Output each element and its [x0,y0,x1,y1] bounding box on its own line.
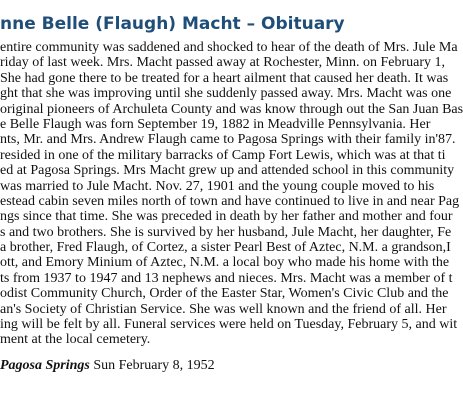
body-line: nts, Mr. and Mrs. Andrew Flaugh came to Pagosa Springs with their family in'87. [0,132,456,148]
body-line: ed at Pagosa Springs. Mrs Macht grew up and attended school in this community [0,163,455,179]
obituary-body [0,40,463,348]
body-line: original pioneers of Archuleta County and was know through out the San Juan Bas [0,101,463,117]
body-line: ts from 1937 to 1947 and 13 nephews and nieces. Mrs. Macht was a member of t [0,270,453,286]
publication-date: Sun February 8, 1952 [89,358,215,373]
body-line: ment at the local cemetery. [0,332,151,348]
source-citation [0,358,215,374]
body-line: a brother, Fred Flaugh, of Cortez, a sister Pearl Best of Aztec, N.M. a grandson,I [0,240,451,256]
body-line: estead cabin seven miles north of town and have continued to live in and near Pag [0,193,460,209]
body-line: an's Society of Christian Service. She was well known and the friend of all. Her [0,301,447,317]
body-line: was married to Jule Macht. Nov. 27, 1901 and the young couple moved to his [0,178,435,194]
body-line: s and two brothers. She is survived by her husband, Jule Macht, her daughter, Fe [0,224,452,240]
page-title: nne Belle (Flaugh) Macht – Obituary [0,14,345,34]
body-line: resided in one of the military barracks of Camp Fort Lewis, which was at that ti [0,147,446,163]
newspaper-name: Pagosa Springs [0,358,90,373]
body-line: e Belle Flaugh was forn September 19, 1882 in Meadville Pennsylvania. Her [0,116,431,132]
body-line: riday of last week. Mrs. Macht passed away at Rochester, Minn. on February 1, [0,55,445,71]
body-line: entire community was saddened and shocked to hear of the death of Mrs. Jule Ma [0,40,458,55]
body-line: ing will be felt by all. Funeral services were held on Tuesday, February 5, and wit [0,317,458,333]
body-line: ott, and Emory Minium of Aztec, N.M. a local boy who made his home with the [0,255,450,271]
body-line: odist Community Church, Order of the Easter Star, Women's Civic Club and the [0,286,449,302]
body-line: ngs since that time. She was preceded in death by her father and mother and four [0,209,453,225]
body-line: ght that she was improving until she suddenly passed away. Mrs. Macht was one [0,86,452,102]
body-line: She had gone there to be treated for a heart ailment that caused her death. It was [0,70,449,86]
